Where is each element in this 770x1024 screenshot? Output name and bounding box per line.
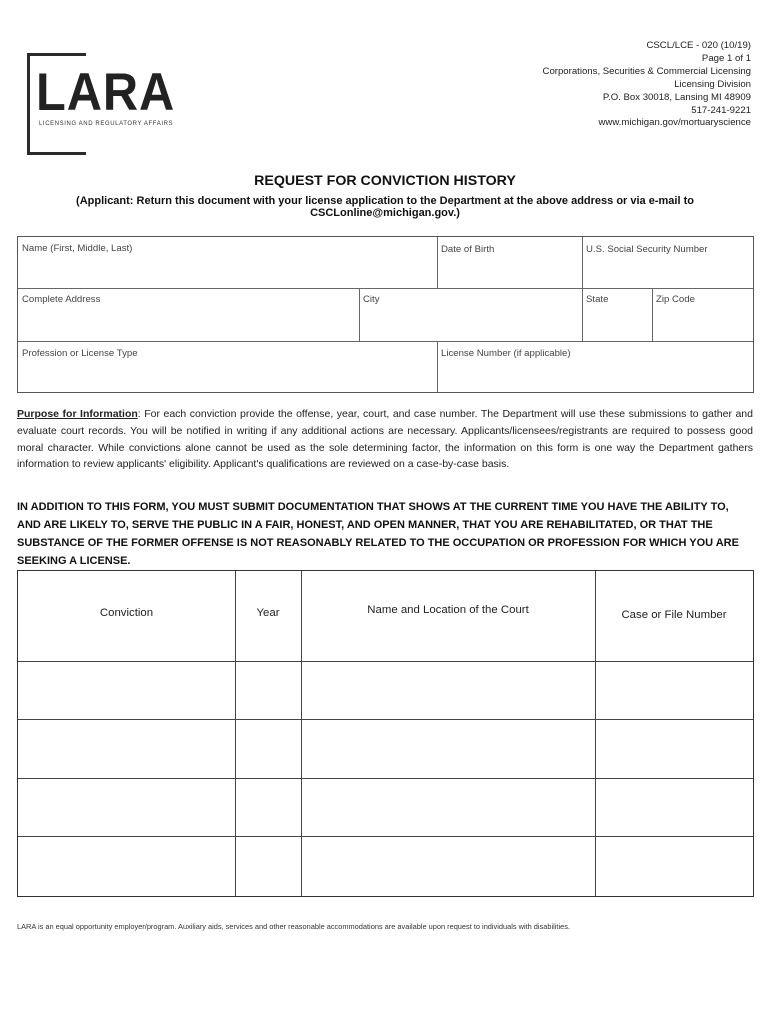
conviction-table xyxy=(17,570,754,897)
page-subtitle: (Applicant: Return this document with your license application to the Department at the above address or via e-mail to CSCLonline@michigan.gov.) xyxy=(76,195,694,219)
page-title: REQUEST FOR CONVICTION HISTORY xyxy=(254,173,516,189)
city-field[interactable]: City xyxy=(363,294,380,305)
zip-field[interactable]: Zip Code xyxy=(656,294,695,305)
case-number-cell[interactable] xyxy=(596,837,752,895)
year-cell[interactable] xyxy=(236,662,300,718)
state-field[interactable]: State xyxy=(586,294,609,305)
conviction-cell[interactable] xyxy=(18,720,234,777)
mailing-address: P.O. Box 30018, Lansing MI 48909 xyxy=(602,91,751,103)
col-divider xyxy=(582,288,583,341)
header-case-number: Case or File Number xyxy=(621,609,727,621)
year-cell[interactable] xyxy=(236,720,300,777)
col-divider xyxy=(437,341,438,392)
case-number-cell[interactable] xyxy=(596,779,752,835)
applicant-info-table xyxy=(17,236,754,393)
court-cell[interactable] xyxy=(302,662,594,718)
conviction-cell[interactable] xyxy=(18,662,234,718)
purpose-paragraph xyxy=(17,406,753,473)
header-conviction: Conviction xyxy=(99,607,154,619)
bureau-name: Corporations, Securities & Commercial Licensing xyxy=(542,65,751,77)
row-divider xyxy=(18,341,753,342)
website-link[interactable]: www.michigan.gov/mortuaryscience xyxy=(598,117,751,129)
row-divider xyxy=(18,288,753,289)
year-cell[interactable] xyxy=(236,779,300,835)
lara-logo: LARA xyxy=(36,63,176,122)
phone-number: 517-241-9221 xyxy=(691,104,751,116)
year-cell[interactable] xyxy=(236,837,300,895)
case-number-cell[interactable] xyxy=(596,720,752,777)
license-number-field[interactable]: License Number (if applicable) xyxy=(441,348,571,359)
form-number: CSCL/LCE - 020 (10/19) xyxy=(646,40,751,51)
page-count: Page 1 of 1 xyxy=(701,52,751,64)
court-cell[interactable] xyxy=(302,720,594,777)
col-divider xyxy=(582,237,583,288)
col-divider xyxy=(652,288,653,341)
header-year: Year xyxy=(256,607,280,619)
address-field[interactable]: Complete Address xyxy=(22,294,101,305)
header-info xyxy=(471,40,751,130)
ssn-field[interactable]: U.S. Social Security Number xyxy=(586,244,708,255)
profession-field[interactable]: Profession or License Type xyxy=(22,348,138,359)
court-cell[interactable] xyxy=(302,779,594,835)
logo-tagline: LICENSING AND REGULATORY AFFAIRS xyxy=(39,121,174,127)
col-divider xyxy=(359,288,360,341)
purpose-label: Purpose for Information xyxy=(17,408,138,420)
court-cell[interactable] xyxy=(302,837,594,895)
case-number-cell[interactable] xyxy=(596,662,752,718)
name-field[interactable]: Name (First, Middle, Last) xyxy=(22,243,133,254)
col-divider xyxy=(437,237,438,288)
documentation-notice: IN ADDITION TO THIS FORM, YOU MUST SUBMIT DOCUMENTATION THAT SHOWS AT THE CURRENT TIME YOU HAVE THE ABILITY TO, AND ARE LIKELY TO, SERVE THE PUBLIC IN A FAIR, HONEST, AND OPEN MANNER, THAT YOU ARE REHABILITATED, OR THAT THE SUBSTANCE OF THE FORMER OFFENSE IS NOT REASONABLY RELATED TO THE OCCUPATION OR PROFESSION FOR WHICH YOU ARE SEEKING A LICENSE. xyxy=(17,501,739,567)
conviction-cell[interactable] xyxy=(18,837,234,895)
division-name: Licensing Division xyxy=(674,78,751,90)
header-court: Name and Location of the Court xyxy=(367,604,529,616)
footer-disclaimer: LARA is an equal opportunity employer/program. Auxiliary aids, services and other reasonable accommodations are available upon request to individuals with disabilities. xyxy=(17,922,570,931)
purpose-text: : For each conviction provide the offense, year, court, and case number. The Department will use these submissions to gather and evaluate court records. You will be notified in writing if any additional actions are necessary. Applicants/licensees/registrants are required to possess good moral character. While convictions alone cannot be used as the sole determining factor, the information on this form is one way the Department gathers information to review applicants' eligibility. Applicant's qualifications are reviewed on a case-by-case basis. xyxy=(17,408,753,471)
dob-field[interactable]: Date of Birth xyxy=(441,244,495,255)
conviction-cell[interactable] xyxy=(18,779,234,835)
